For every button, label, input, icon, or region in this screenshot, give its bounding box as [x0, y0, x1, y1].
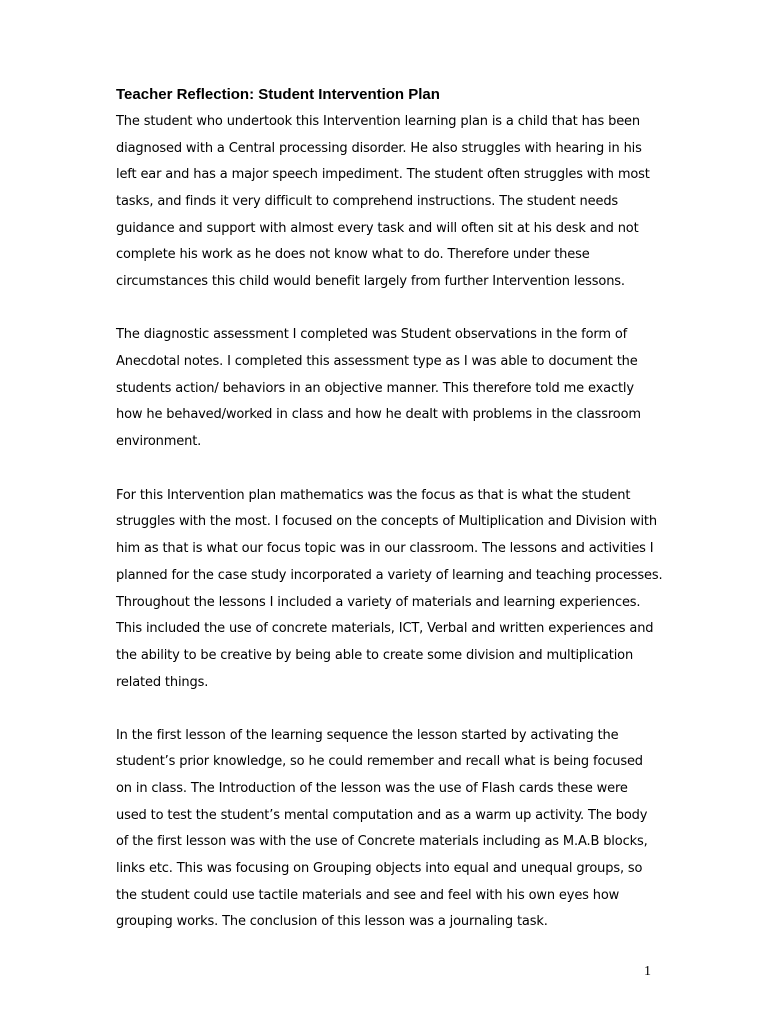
text-line: used to test the student’s mental computation and as a warm up activity. The body — [116, 808, 648, 823]
text-line: complete his work as he does not know what to do. Therefore under these — [116, 247, 590, 262]
text-line: on in class. The Introduction of the lesson was the use of Flash cards these were — [116, 781, 628, 796]
document-title: Teacher Reflection: Student Intervention Plan — [116, 86, 440, 103]
text-line: the student could use tactile materials and see and feel with his own eyes how — [116, 888, 620, 903]
text-line: left ear and has a major speech impediment. The student often struggles with most — [116, 167, 650, 182]
text-line: grouping works. The conclusion of this lesson was a journaling task. — [116, 914, 548, 929]
text-line: The diagnostic assessment I completed was Student observations in the form of — [116, 327, 628, 342]
text-line: related things. — [116, 675, 209, 690]
text-line: struggles with the most. I focused on the concepts of Multiplication and Division with — [116, 514, 657, 529]
text-line: planned for the case study incorporated a variety of learning and teaching processes. — [116, 568, 663, 583]
text-line: This included the use of concrete materials, ICT, Verbal and written experiences and — [116, 621, 654, 636]
text-line: diagnosed with a Central processing disorder. He also struggles with hearing in his — [116, 141, 642, 156]
text-line: Anecdotal notes. I completed this assessment type as I was able to document the — [116, 354, 638, 369]
text-line: him as that is what our focus topic was in our classroom. The lessons and activities I — [116, 541, 654, 556]
text-line: environment. — [116, 434, 202, 449]
text-line: guidance and support with almost every task and will often sit at his desk and not — [116, 221, 639, 236]
text-line: For this Intervention plan mathematics was the focus as that is what the student — [116, 488, 631, 503]
text-line: The student who undertook this Intervention learning plan is a child that has been — [116, 114, 640, 129]
text-line: In the first lesson of the learning sequence the lesson started by activating the — [116, 728, 619, 743]
text-line: links etc. This was focusing on Grouping objects into equal and unequal groups, so — [116, 861, 643, 876]
text-line: the ability to be creative by being able to create some division and multiplication — [116, 648, 634, 663]
page-number: 1 — [644, 964, 651, 979]
text-line: students action/ behaviors in an objective manner. This therefore told me exactly — [116, 381, 634, 396]
text-line: tasks, and finds it very difficult to comprehend instructions. The student needs — [116, 194, 619, 209]
text-line: Throughout the lessons I included a variety of materials and learning experiences. — [116, 595, 641, 610]
text-line: student’s prior knowledge, so he could remember and recall what is being focused — [116, 754, 643, 769]
text-line: circumstances this child would benefit largely from further Intervention lessons. — [116, 274, 625, 289]
text-line: of the first lesson was with the use of Concrete materials including as M.A.B blocks, — [116, 834, 648, 849]
text-line: how he behaved/worked in class and how he dealt with problems in the classroom — [116, 407, 641, 422]
